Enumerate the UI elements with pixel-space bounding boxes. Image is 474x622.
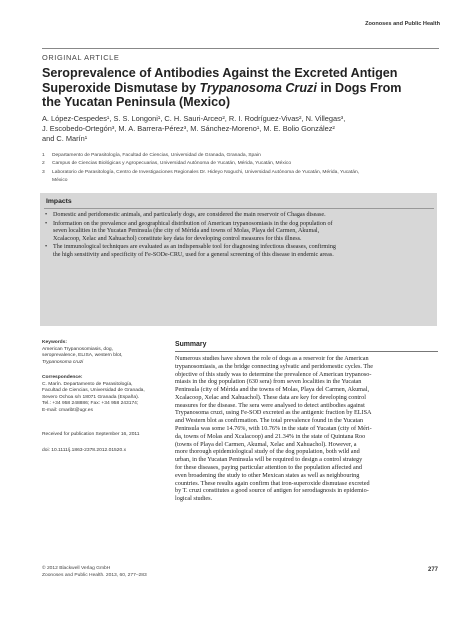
bullet-icon: •: [45, 212, 48, 218]
impacts-heading: Impacts: [46, 198, 72, 205]
affiliation-number: 3: [42, 169, 45, 175]
impacts-item: [45, 244, 341, 259]
summary-line: trypanosomiasis, as the bridge connecting sylvatic and peridomestic cycles. The: [175, 362, 374, 370]
article-sidebar: [42, 340, 158, 454]
impacts-item-text: The immunological techniques are evaluated as an indispensable tool for diagnosing infectious diseases, confirming the high sensitivity and specificity of Fe-SODe-CRU, used for a general screening of this disease in endemic areas.: [53, 244, 336, 258]
summary-line: more thorough epidemiological study of the dog population, both wild and: [175, 448, 360, 456]
impacts-rule: [44, 208, 434, 209]
title-line-3: the Yucatan Peninsula (Mexico): [42, 95, 231, 110]
header-rule: [42, 48, 439, 49]
summary-rule: [175, 351, 438, 352]
footer-info: [42, 566, 147, 579]
title-line-2-start: Superoxide Dismutase by: [42, 80, 200, 95]
affiliation-text: México: [52, 178, 68, 184]
authors-line-2: J. Escobedo-Ortegón³, M. A. Barrera-Pérez³, M. Sánchez-Moreno¹, M. E. Bolio González²: [42, 124, 335, 134]
affiliation-text: Departamento de Parasitología, Facultad de Ciencias, Universidad de Granada, Granada, Spain: [52, 153, 261, 158]
keywords-italic: Trypanosoma cruzi: [42, 359, 84, 365]
correspondence-line: Facultad de Ciencias, Universidad de Granada,: [42, 388, 145, 393]
summary-line: for these diseases, paying particular attention to the population affected and: [175, 463, 362, 471]
summary-line: (towns of Playa del Carmen, Akumal, Xelac and Xahuachol). However, a: [175, 440, 357, 448]
authors-line-3: and C. Marín¹: [42, 134, 88, 144]
summary-line: urban, in the Yucatan Peninsula will be required to design a control strategy: [175, 456, 363, 464]
affiliation-text: Campus de Ciencias Biológicas y Agropecuarias, Universidad Autónoma de Yucatán, Mérida, Yucatán, México: [52, 161, 292, 167]
impacts-list: [45, 212, 341, 261]
summary-line: by T. cruzi constitutes a good source of antigen for serodiagnosis in epidemio-: [175, 487, 369, 495]
author-list: [42, 114, 437, 145]
affiliation-number: 2: [42, 161, 45, 167]
bullet-icon: •: [45, 220, 48, 227]
impacts-item: [45, 221, 341, 244]
keywords-heading: Keywords:: [42, 340, 68, 345]
title-italic-organism: Trypanosoma Cruzi: [199, 80, 317, 95]
summary-text: [175, 355, 438, 503]
summary-heading: Summary: [175, 341, 207, 348]
affiliation-item: [42, 169, 437, 177]
bullet-icon: •: [45, 244, 48, 251]
summary-line: miasis in the dog population (630 sera) from seven localities in the Yucatan: [175, 378, 362, 386]
summary-line: da, towns of Molas and Xcalacoop) and 21.34% in the state of Quintana Roo: [175, 432, 366, 440]
affiliation-text: Laboratorio de Parasitología, Centro de Investigaciones Regionales Dr. Hideyo Noguchi, Universidad Autónoma de Yucatán, Mérida, Yucatán,: [52, 169, 360, 175]
summary-line: Numerous studies have shown the role of dogs as a reservoir for the American: [175, 355, 369, 362]
summary-line: logical studies.: [175, 495, 213, 503]
correspondence-email[interactable]: E-mail: cmaribt@ugr.es: [42, 407, 93, 413]
keywords-line: seroprevalence, ELISA, western blot,: [42, 353, 123, 358]
citation-line: Zoonoses and Public Health. 2013, 60, 277–283: [42, 572, 147, 578]
summary-line: objective of this study was to determine the prevalence of American trypanoso-: [175, 370, 372, 378]
page-number: 277: [427, 567, 438, 573]
correspondence-heading: Correspondence:: [42, 375, 83, 380]
impacts-item-text: Information on the prevalence and geographical distribution of American trypanosomiasis in the dog population of seven localities in the Yucatan Peninsula (the city of Mérida and towns of Molas, Playa del Carmen, Akumal, Xcalacoop, Xelac and Xahuachol) constitute key data for developing control measures for this illness.: [53, 220, 333, 242]
doi-link[interactable]: doi: 10.1111/j.1863-2378.2012.01520.x: [42, 447, 127, 453]
article-title: [42, 66, 437, 110]
impacts-item: [45, 212, 341, 220]
title-line-2-end: in Dogs From: [316, 80, 402, 95]
correspondence-line: Tel.: +34 958 248886; Fax: +34 958 243174;: [42, 401, 139, 406]
title-line-1: Seroprevalence of Antibodies Against the Excreted Antigen: [42, 66, 398, 80]
affiliation-item: [42, 177, 437, 185]
affiliation-number: [42, 177, 52, 185]
summary-line: measures for the disease. The sera were analysed to detect antibodies against: [175, 401, 365, 409]
affiliation-number: 1: [42, 153, 45, 158]
summary-line: even broadening the study to other Mexican states as well as neighbouring: [175, 471, 360, 479]
affiliation-item: [42, 160, 437, 168]
authors-line-1: A. López-Cespedes¹, S. S. Longoni¹, C. H. Sauri-Arceo², R. I. Rodríguez-Vivas², N. Villegas³,: [42, 114, 346, 123]
keywords-line: American Trypanosomiasis, dog,: [42, 346, 113, 352]
correspondence-line: C. Marín. Departamento de Parasitología,: [42, 381, 133, 387]
summary-line: countries. These results again confirm that iron-superoxide dismutase excreted: [175, 479, 370, 487]
summary-line: Trypanosoma cruzi, using Fe-SOD excreted as the antigenic fraction by ELISA: [175, 409, 372, 417]
received-date: Received for publication September 16, 2011: [42, 432, 140, 437]
affiliations: [42, 152, 437, 186]
affiliation-item: [42, 152, 437, 160]
summary-line: Peninsula was some 14.76%, with 10.76% in the state of Yucatan (city of Méri-: [175, 425, 372, 433]
correspondence-line: Severo Ochoa s/n 18071 Granada (España).: [42, 394, 140, 400]
journal-name: Zoonoses and Public Health: [365, 21, 440, 27]
summary-line: and Western blot as confirmation. The total prevalence found in the Yucatan: [175, 417, 364, 425]
article-type: ORIGINAL ARTICLE: [42, 53, 120, 62]
summary-line: Peninsula (city of Mérida and the towns of Molas, Playa del Carmen, Akumal,: [175, 386, 370, 394]
title-line-2: [42, 81, 437, 96]
impacts-item-text: Domestic and peridomestic animals, and particularly dogs, are considered the main reservoir of Chagas disease.: [53, 212, 326, 218]
summary-line: Xcalacoop, Xelac and Xahuachol). These data are key for developing control: [175, 393, 366, 401]
copyright-line: © 2012 Blackwell Verlag GmbH: [42, 566, 111, 571]
